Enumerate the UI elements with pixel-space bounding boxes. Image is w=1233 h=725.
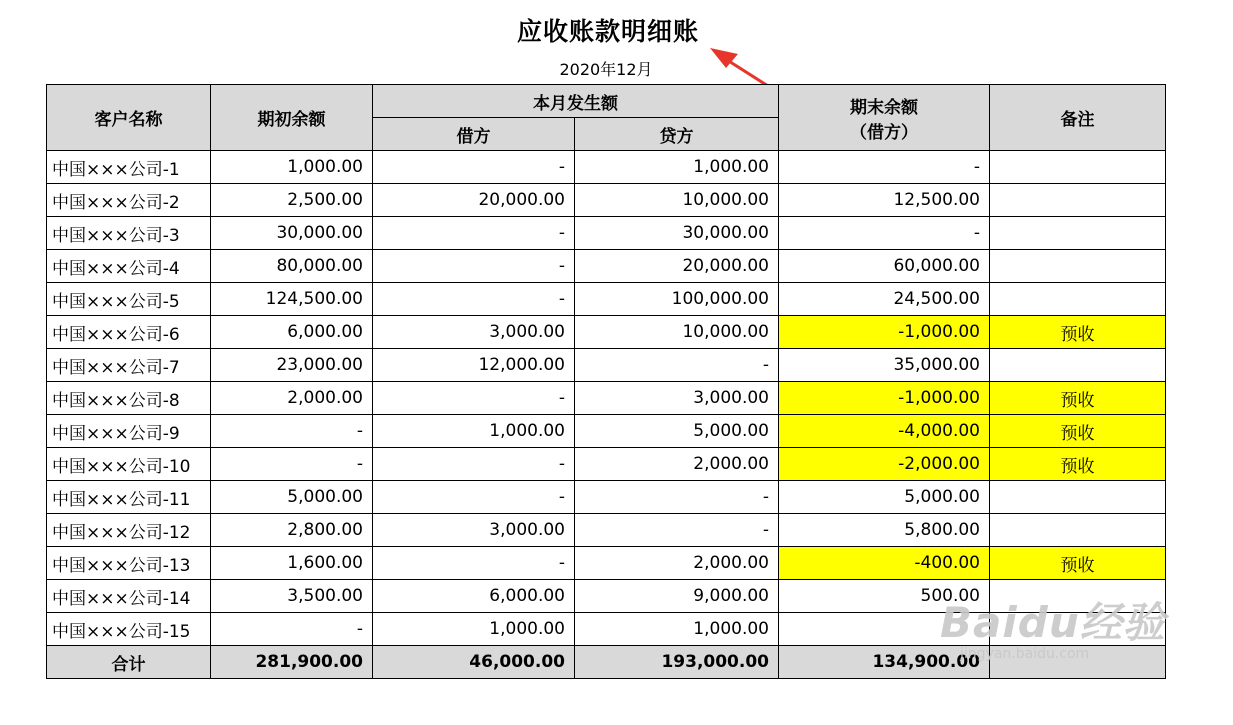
remark-cell: 预收: [990, 547, 1166, 580]
opening-balance-cell: 80,000.00: [211, 250, 373, 283]
closing-balance-cell: 12,500.00: [779, 184, 990, 217]
remark-cell: 预收: [990, 382, 1166, 415]
closing-balance-cell: -4,000.00: [779, 415, 990, 448]
watermark-sub: jingyan.baidu.com: [960, 646, 1090, 662]
opening-balance-cell: -: [211, 613, 373, 646]
opening-balance-cell: 1,000.00: [211, 151, 373, 184]
customer-name-cell: 中国×××公司-9: [47, 415, 211, 448]
ledger-body: [47, 151, 1166, 646]
closing-balance-cell: 500.00: [779, 580, 990, 613]
customer-name-cell: 中国×××公司-4: [47, 250, 211, 283]
credit-cell: 1,000.00: [575, 613, 779, 646]
credit-cell: 10,000.00: [575, 184, 779, 217]
closing-balance-cell: -1,000.00: [779, 382, 990, 415]
credit-cell: 1,000.00: [575, 151, 779, 184]
remark-cell: 预收: [990, 316, 1166, 349]
customer-name-cell: 中国×××公司-14: [47, 580, 211, 613]
closing-balance-cell: 5,800.00: [779, 514, 990, 547]
credit-cell: 5,000.00: [575, 415, 779, 448]
total-closing: 134,900.00: [779, 646, 990, 679]
total-opening: 281,900.00: [211, 646, 373, 679]
customer-name-cell: 中国×××公司-3: [47, 217, 211, 250]
baidu-watermark: [940, 590, 1166, 662]
header-credit: 贷方: [575, 118, 779, 151]
remark-cell: [990, 481, 1166, 514]
credit-cell: 30,000.00: [575, 217, 779, 250]
debit-cell: 12,000.00: [373, 349, 575, 382]
header-customer: 客户名称: [47, 85, 211, 151]
debit-cell: -: [373, 547, 575, 580]
opening-balance-cell: 23,000.00: [211, 349, 373, 382]
table-row: [47, 448, 1166, 481]
opening-balance-cell: 1,600.00: [211, 547, 373, 580]
remark-cell: [990, 349, 1166, 382]
table-row: [47, 415, 1166, 448]
table-row: [47, 151, 1166, 184]
remark-cell: [990, 250, 1166, 283]
header-closing-line2: （借方）: [850, 122, 918, 143]
opening-balance-cell: 2,800.00: [211, 514, 373, 547]
debit-cell: -: [373, 382, 575, 415]
total-label: 合计: [47, 646, 211, 679]
table-row: [47, 250, 1166, 283]
opening-balance-cell: 2,500.00: [211, 184, 373, 217]
header-closing-line1: 期末余额: [850, 97, 918, 118]
credit-cell: 2,000.00: [575, 547, 779, 580]
customer-name-cell: 中国×××公司-6: [47, 316, 211, 349]
credit-cell: 2,000.00: [575, 448, 779, 481]
remark-cell: [990, 217, 1166, 250]
customer-name-cell: 中国×××公司-11: [47, 481, 211, 514]
closing-balance-cell: 24,500.00: [779, 283, 990, 316]
closing-balance-cell: -: [779, 151, 990, 184]
debit-cell: -: [373, 448, 575, 481]
credit-cell: -: [575, 349, 779, 382]
debit-cell: -: [373, 217, 575, 250]
closing-balance-cell: -: [779, 217, 990, 250]
header-opening: 期初余额: [211, 85, 373, 151]
debit-cell: -: [373, 250, 575, 283]
table-row: [47, 283, 1166, 316]
customer-name-cell: 中国×××公司-15: [47, 613, 211, 646]
table-row: [47, 217, 1166, 250]
watermark-main: Baidu经验: [940, 598, 1166, 647]
remark-cell: [990, 184, 1166, 217]
remark-cell: [990, 283, 1166, 316]
opening-balance-cell: 3,500.00: [211, 580, 373, 613]
table-row: [47, 547, 1166, 580]
credit-cell: 3,000.00: [575, 382, 779, 415]
credit-cell: 100,000.00: [575, 283, 779, 316]
header-closing: [779, 85, 990, 151]
customer-name-cell: 中国×××公司-5: [47, 283, 211, 316]
table-row: [47, 481, 1166, 514]
total-credit: 193,000.00: [575, 646, 779, 679]
table-row: [47, 349, 1166, 382]
table-row: [47, 184, 1166, 217]
remark-cell: 预收: [990, 448, 1166, 481]
customer-name-cell: 中国×××公司-7: [47, 349, 211, 382]
page-title: 应收账款明细账: [516, 17, 699, 46]
opening-balance-cell: 124,500.00: [211, 283, 373, 316]
closing-balance-cell: -2,000.00: [779, 448, 990, 481]
opening-balance-cell: 2,000.00: [211, 382, 373, 415]
closing-balance-cell: 5,000.00: [779, 481, 990, 514]
customer-name-cell: 中国×××公司-13: [47, 547, 211, 580]
debit-cell: 3,000.00: [373, 514, 575, 547]
page-subtitle: 2020年12月: [559, 60, 653, 79]
credit-cell: 10,000.00: [575, 316, 779, 349]
remark-cell: 预收: [990, 415, 1166, 448]
remark-cell: [990, 514, 1166, 547]
opening-balance-cell: 6,000.00: [211, 316, 373, 349]
debit-cell: 6,000.00: [373, 580, 575, 613]
debit-cell: 3,000.00: [373, 316, 575, 349]
opening-balance-cell: 5,000.00: [211, 481, 373, 514]
closing-balance-cell: -1,000.00: [779, 316, 990, 349]
opening-balance-cell: 30,000.00: [211, 217, 373, 250]
customer-name-cell: 中国×××公司-1: [47, 151, 211, 184]
opening-balance-cell: -: [211, 448, 373, 481]
header-debit: 借方: [373, 118, 575, 151]
table-row: [47, 316, 1166, 349]
closing-balance-cell: 35,000.00: [779, 349, 990, 382]
table-row: [47, 382, 1166, 415]
remark-cell: [990, 151, 1166, 184]
credit-cell: -: [575, 514, 779, 547]
credit-cell: 9,000.00: [575, 580, 779, 613]
debit-cell: -: [373, 151, 575, 184]
opening-balance-cell: -: [211, 415, 373, 448]
closing-balance-cell: -400.00: [779, 547, 990, 580]
header-remark: 备注: [990, 85, 1166, 151]
customer-name-cell: 中国×××公司-10: [47, 448, 211, 481]
debit-cell: -: [373, 481, 575, 514]
header-month-group: 本月发生额: [373, 85, 779, 118]
credit-cell: 20,000.00: [575, 250, 779, 283]
closing-balance-cell: 60,000.00: [779, 250, 990, 283]
debit-cell: -: [373, 283, 575, 316]
customer-name-cell: 中国×××公司-8: [47, 382, 211, 415]
customer-name-cell: 中国×××公司-2: [47, 184, 211, 217]
debit-cell: 1,000.00: [373, 613, 575, 646]
table-row: [47, 514, 1166, 547]
debit-cell: 20,000.00: [373, 184, 575, 217]
debit-cell: 1,000.00: [373, 415, 575, 448]
credit-cell: -: [575, 481, 779, 514]
customer-name-cell: 中国×××公司-12: [47, 514, 211, 547]
total-debit: 46,000.00: [373, 646, 575, 679]
